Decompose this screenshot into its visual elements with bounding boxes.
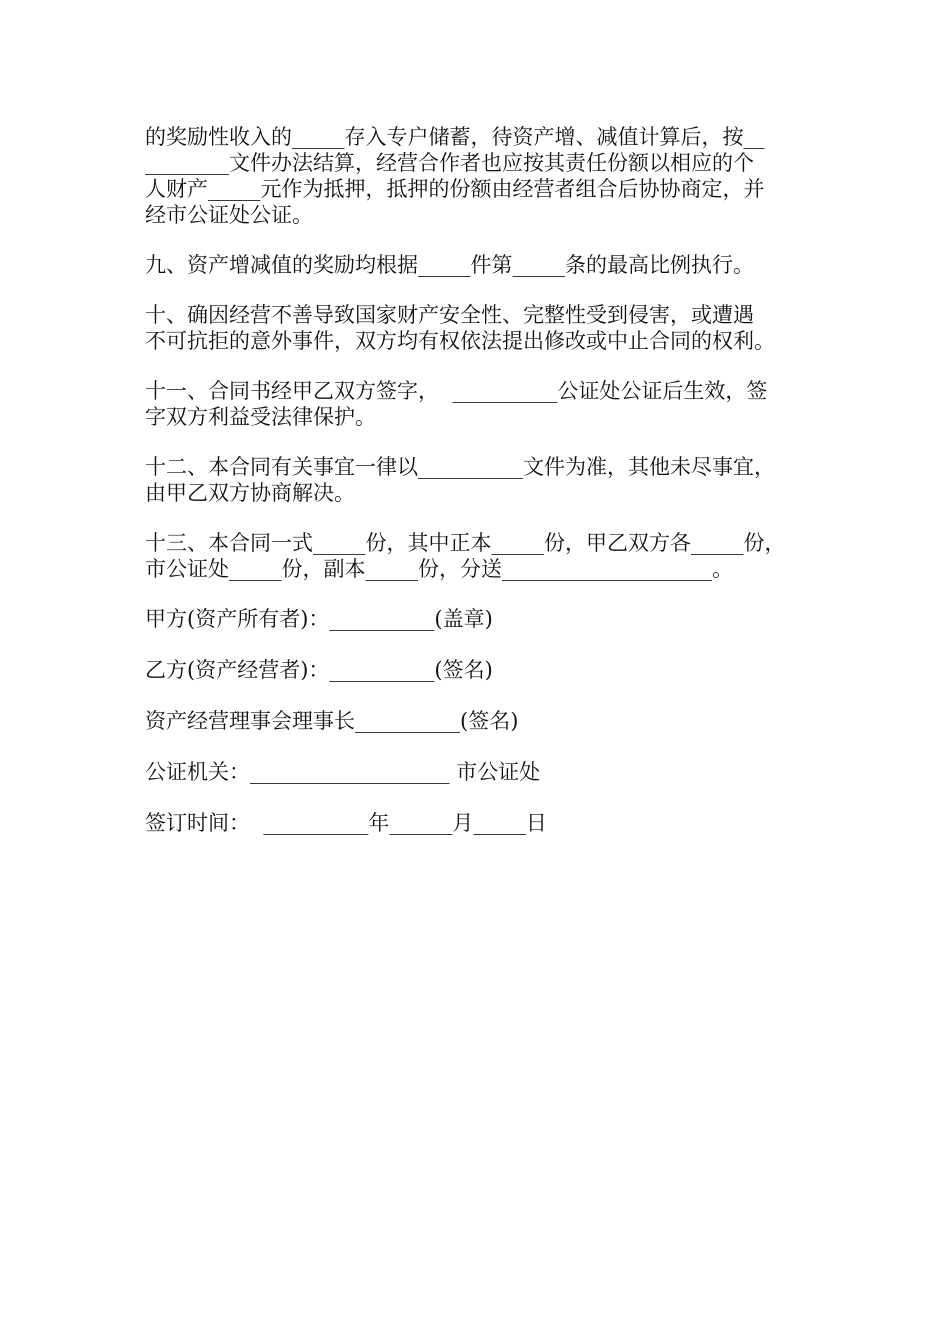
document-page (145, 124, 815, 861)
paragraph-clause-13: 十三、本合同一式_____份，其中正本_____份，甲乙双方各_____份， 市公证处_____份，副本_____份，分送____________________。 (145, 531, 786, 581)
paragraph-clause-9: 九、资产增减值的奖励均根据_____件第_____条的最高比例执行。 (145, 253, 754, 277)
paragraph-clause-8-continued: 的奖励性收入的_____存入专户储蓄，待资产增、减值计算后，按__ ________文件办法结算，经营合作者也应按其责任份额以相应的个 人财产_____元作为抵押，抵押的份额由经营者组合后协协商定，并 经市公证处公证。 (145, 125, 765, 227)
signature-party-b: 乙方(资产经营者)：__________(签名) (145, 658, 493, 682)
signature-chairman: 资产经营理事会理事长__________(签名) (145, 709, 519, 733)
paragraph-clause-11: 十一、合同书经甲乙双方签字， __________公证处公证后生效，签 字双方利益受法律保护。 (145, 379, 768, 429)
signature-date: 签订时间： __________年______月_____日 (145, 811, 547, 835)
signature-party-a: 甲方(资产所有者)：__________(盖章) (145, 607, 493, 631)
paragraph-clause-12: 十二、本合同有关事宜一律以__________文件为准，其他未尽事宜， 由甲乙双方协商解决。 (145, 455, 775, 505)
paragraph-clause-10: 十、确因经营不善导致国家财产安全性、完整性受到侵害，或遭遇 不可抗拒的意外事件，双方均有权依法提出修改或中止合同的权利。 (145, 303, 775, 353)
signature-notary: 公证机关：___________________ 市公证处 (145, 760, 541, 784)
